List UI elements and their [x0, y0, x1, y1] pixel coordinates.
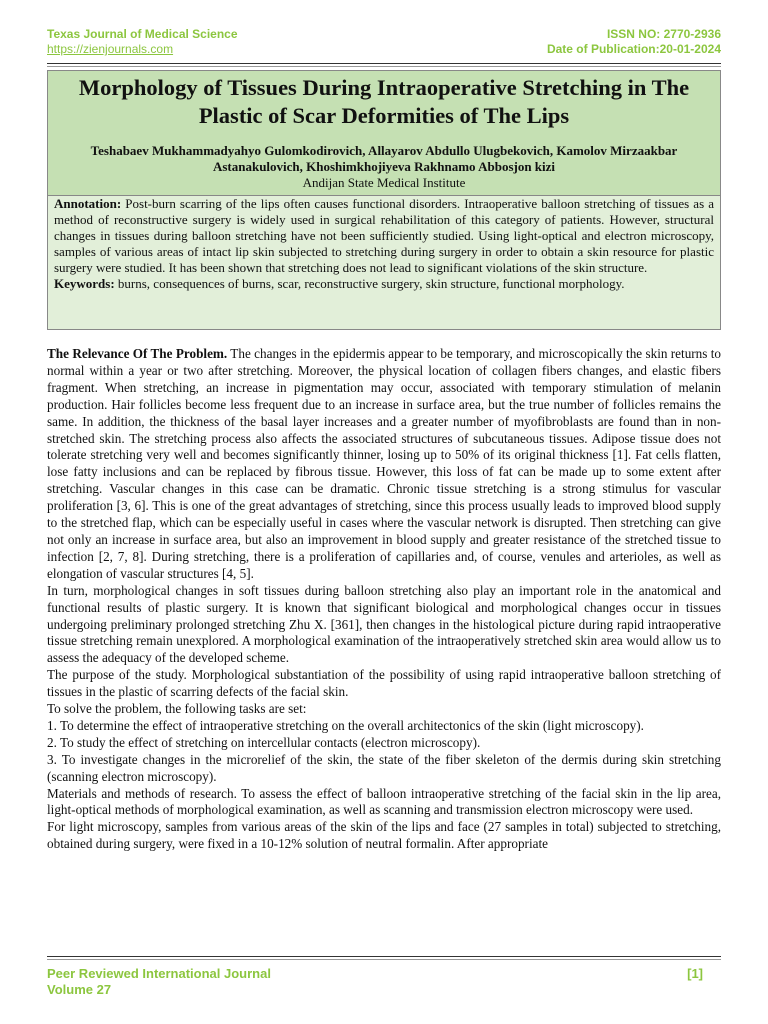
- methods-paragraph: Materials and methods of research. To assess the effect of balloon intraoperative stretching of the facial skin in the lip area, light-optical methods of morphological examination, as well as scanning and transmission electron microscopy were used.: [47, 785, 721, 818]
- journal-name: Texas Journal of Medical Science: [47, 27, 238, 41]
- annotation-label: Annotation:: [54, 196, 122, 211]
- annotation: [54, 196, 714, 276]
- publication-date: Date of Publication:20-01-2024: [546, 42, 721, 56]
- issn: ISSN NO: 2770-2936: [606, 27, 721, 41]
- paragraph: For light microscopy, samples from various areas of the skin of the lips and face (27 samples in total) subjected to stretching, obtained during surgery, were fixed in a 10-12% solution of neutral formalin. After appropriate: [47, 819, 721, 852]
- footer-rule: [47, 956, 721, 957]
- footer-rule-secondary: [47, 959, 721, 960]
- relevance-heading: The Relevance Of The Problem.: [47, 346, 228, 361]
- header-right: [547, 27, 721, 57]
- keywords-label: Keywords:: [54, 276, 115, 291]
- task-item: 1. To determine the effect of intraoperative stretching on the overall architectonics of the skin (light microscopy).: [47, 717, 644, 733]
- keywords: [54, 276, 714, 292]
- body-text: [47, 346, 721, 934]
- paper-title: Morphology of Tissues During Intraoperative Stretching in The Plastic of Scar Deformities of The Lips: [78, 75, 690, 128]
- annotation-text: Post-burn scarring of the lips often causes functional disorders. Intraoperative balloon stretching of tissues as a method of reconstructive surgery is widely used in surgical rehabilitation of this category of patients. However, structural changes in tissues during balloon stretching have not been sufficiently studied. Using light-optical and electron microscopy, samples of various areas of intact lip skin subjected to stretching during surgery in order to obtain a skin resource for plastic surgery were studied. It has been shown that stretching does not lead to significant violations of the skin structure.: [54, 196, 714, 275]
- author-list: Teshabaev Mukhammadyahyo Gulomkodirovich, Allayarov Abdullo Ulugbekovich, Kamolov Mirzaakbar Astanakulovich, Khoshimkhojiyeva Rakhnamo Abbosjon kizi: [90, 143, 678, 174]
- paragraph: In turn, morphological changes in soft tissues during balloon stretching also play an important role in the anatomical and functional results of plastic surgery. It is known that significant biological and morphological changes occur in tissues undergoing preliminary prolonged stretching Zhu X. [361], then changes in the histological picture during rapid intraoperative tissue stretching remain unexplored. A morphological examination of the intraoperatively stretched skin area would allow us to assess the adequacy of the developed scheme.: [47, 582, 721, 666]
- header-rule-secondary: [47, 66, 721, 67]
- abstract-box: [47, 196, 721, 330]
- header-left: [47, 27, 238, 57]
- institution: Andijan State Medical Institute: [302, 175, 466, 190]
- task-item: 3. To investigate changes in the microrelief of the skin, the state of the fiber skeleton of the dermis during skin stretching (scanning electron microscopy).: [47, 751, 721, 784]
- page-number: [1]: [687, 966, 703, 981]
- task-item: 2. To study the effect of stretching on intercellular contacts (electron microscopy).: [47, 734, 481, 750]
- keywords-text: burns, consequences of burns, scar, reconstructive surgery, skin structure, functional morphology.: [114, 276, 625, 291]
- footer-journal: Peer Reviewed International Journal: [47, 966, 271, 981]
- footer-volume: Volume 27: [47, 982, 112, 997]
- journal-url-link[interactable]: https://zienjournals.com: [47, 42, 174, 56]
- paragraph: To solve the problem, the following tasks are set:: [47, 701, 307, 717]
- relevance-paragraph: [47, 346, 721, 583]
- title-box: [47, 70, 721, 196]
- purpose-paragraph: The purpose of the study. Morphological substantiation of the possibility of using rapid intraoperative balloon stretching of tissues in the plastic of scarring defects of the facial skin.: [47, 667, 721, 700]
- header-rule: [47, 63, 721, 64]
- footer-left: [47, 966, 271, 998]
- relevance-text: The changes in the epidermis appear to be temporary, and microscopically the skin returns to normal within a year or two after stretching. Moreover, the physical location of collagen fibers changes, and elastic fibers fragment. When stretching, an increase in pigmentation may occur, associated with temporary stimulation of melanin production. Hair follicles become less frequent due to an increase in surface area, but the true number of follicles remains the same. In addition, the thickness of the basal layer increases and a greater number of myofibroblasts are found than in non-stretched skin. The stretching process also affects the associated structures of subcutaneous tissues. Adipose tissue does not tolerate stretching very well and becomes significantly thinner, losing up to 50% of its original thickness [1]. Fat cells flatten, lose fatty inclusions and can be replaced by fibrous tissue. However, this loss of fat can be made up to some extent after stretching. Vascular changes in this case can be dramatic. Chronic tissue stretching is a strong stimulus for vascular proliferation [3, 6]. This is one of the great advantages of stretching, since this process usually leads to improved blood supply to the stretched flap, which can be especially useful in cases where the vascular network is disrupted. Then stretching can give not only an increase in surface area, but also an improvement in blood supply and greater resistance of the stretched tissue to infection [2, 7, 8]. During stretching, there is a proliferation of capillaries and, of course, venules and arterioles, as well as elongation of vascular structures [4, 5].: [47, 346, 721, 581]
